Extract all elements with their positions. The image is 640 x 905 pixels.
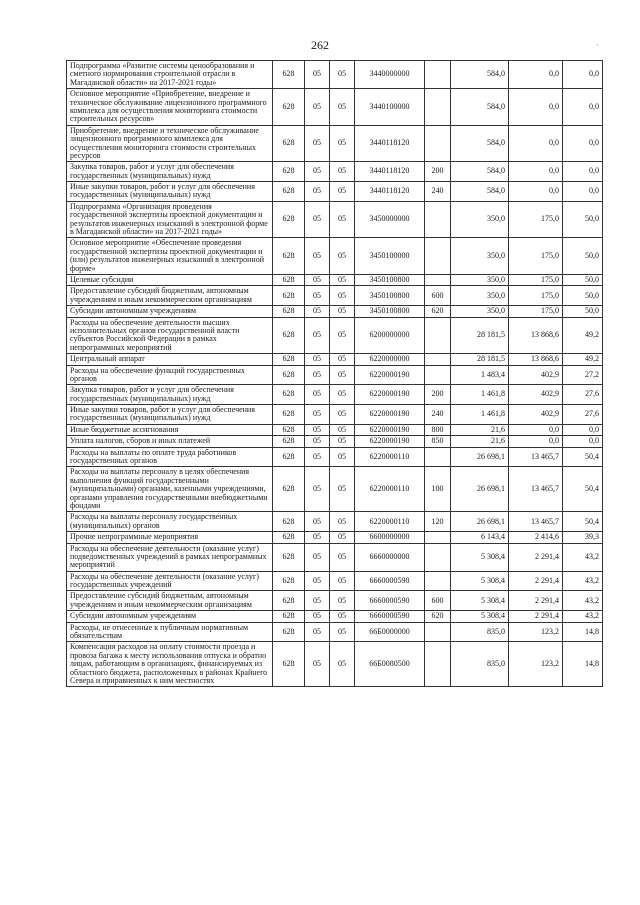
row-target-code: 6600000000 [355, 532, 425, 543]
table-row [67, 436, 603, 447]
row-name: Расходы на выплаты персоналу государственных (муниципальных) органов [67, 512, 273, 532]
row-ved-code: 628 [273, 61, 305, 89]
row-executed-amount: 402,9 [509, 405, 563, 425]
row-section-code: 05 [305, 162, 330, 182]
row-subsection-code: 05 [330, 162, 355, 182]
row-target-code: 66Б0080500 [355, 642, 425, 687]
row-ved-code: 628 [273, 238, 305, 275]
table-row [67, 182, 603, 202]
table-row [67, 532, 603, 543]
table-row [67, 424, 603, 435]
row-ved-code: 628 [273, 89, 305, 126]
row-section-code: 05 [305, 424, 330, 435]
row-approved-amount: 5 308,4 [451, 543, 509, 571]
row-executed-amount: 0,0 [509, 436, 563, 447]
row-name: Расходы на выплаты персоналу в целях обеспечения выполнения функций государственными (муниципальными) органами, казенными учреждениями, органами управления государственными внебюджетными фондами [67, 467, 273, 512]
row-ved-code: 628 [273, 512, 305, 532]
table-row [67, 286, 603, 306]
row-section-code: 05 [305, 571, 330, 591]
row-name: Иные закупки товаров, работ и услуг для обеспечения государственных (муниципальных) нужд [67, 405, 273, 425]
row-subsection-code: 05 [330, 532, 355, 543]
row-name: Субсидии автономным учреждениям [67, 306, 273, 317]
row-section-code: 05 [305, 512, 330, 532]
row-section-code: 05 [305, 591, 330, 611]
row-name: Основное мероприятие «Приобретение, внедрение и техническое обслуживание лицензионного программного комплекса для осуществления мониторинга стоимости строительных ресурсов» [67, 89, 273, 126]
row-subsection-code: 05 [330, 424, 355, 435]
row-ved-code: 628 [273, 591, 305, 611]
row-expense-type-code [425, 447, 451, 467]
row-target-code: 3450100800 [355, 306, 425, 317]
row-target-code: 3440118120 [355, 162, 425, 182]
row-execution-percent: 50,0 [563, 286, 603, 306]
row-expense-type-code [425, 642, 451, 687]
row-expense-type-code [425, 317, 451, 354]
row-section-code: 05 [305, 532, 330, 543]
row-ved-code: 628 [273, 532, 305, 543]
row-approved-amount: 584,0 [451, 182, 509, 202]
row-section-code: 05 [305, 286, 330, 306]
row-executed-amount: 13 465,7 [509, 512, 563, 532]
row-name: Прочие непрограммные мероприятия [67, 532, 273, 543]
table-row [67, 89, 603, 126]
row-approved-amount: 28 181,5 [451, 317, 509, 354]
row-target-code: 6220000000 [355, 354, 425, 365]
row-section-code: 05 [305, 238, 330, 275]
row-executed-amount: 0,0 [509, 125, 563, 162]
budget-table-body [67, 61, 603, 687]
row-ved-code: 628 [273, 543, 305, 571]
row-subsection-code: 05 [330, 365, 355, 385]
row-approved-amount: 350,0 [451, 238, 509, 275]
row-subsection-code: 05 [330, 436, 355, 447]
row-execution-percent: 50,0 [563, 201, 603, 238]
row-subsection-code: 05 [330, 467, 355, 512]
row-executed-amount: 13 868,6 [509, 317, 563, 354]
row-name: Иные бюджетные ассигнования [67, 424, 273, 435]
row-approved-amount: 5 308,4 [451, 611, 509, 622]
row-execution-percent: 0,0 [563, 162, 603, 182]
row-expense-type-code: 620 [425, 306, 451, 317]
row-name: Подпрограмма «Организация проведения государственной экспертизы проектной документации и результатов инженерных изысканий в электронной форме в Магаданской области» на 2017-2021 годы» [67, 201, 273, 238]
row-section-code: 05 [305, 61, 330, 89]
table-row [67, 274, 603, 285]
row-section-code: 05 [305, 354, 330, 365]
table-row [67, 642, 603, 687]
row-section-code: 05 [305, 622, 330, 642]
row-target-code: 3450000000 [355, 201, 425, 238]
row-name: Субсидии автономным учреждениям [67, 611, 273, 622]
row-execution-percent: 27,2 [563, 365, 603, 385]
row-execution-percent: 0,0 [563, 424, 603, 435]
page-number: 262 [311, 38, 329, 52]
row-executed-amount: 13 868,6 [509, 354, 563, 365]
row-subsection-code: 05 [330, 317, 355, 354]
row-approved-amount: 26 698,1 [451, 467, 509, 512]
row-name: Расходы на обеспечение деятельности (оказание услуг) государственных учреждений [67, 571, 273, 591]
table-row [67, 543, 603, 571]
row-subsection-code: 05 [330, 238, 355, 275]
table-row [67, 201, 603, 238]
row-approved-amount: 350,0 [451, 306, 509, 317]
row-subsection-code: 05 [330, 543, 355, 571]
row-name: Расходы, не отнесенные к публичным нормативным обязательствам [67, 622, 273, 642]
row-executed-amount: 2 291,4 [509, 543, 563, 571]
row-subsection-code: 05 [330, 611, 355, 622]
row-section-code: 05 [305, 611, 330, 622]
row-executed-amount: 2 291,4 [509, 611, 563, 622]
row-execution-percent: 27,6 [563, 405, 603, 425]
budget-table [66, 60, 603, 687]
row-expense-type-code [425, 201, 451, 238]
row-target-code: 6220000190 [355, 424, 425, 435]
row-name: Иные закупки товаров, работ и услуг для обеспечения государственных (муниципальных) нужд [67, 182, 273, 202]
row-expense-type-code [425, 532, 451, 543]
row-execution-percent: 43,2 [563, 571, 603, 591]
row-target-code: 6220000190 [355, 436, 425, 447]
row-approved-amount: 21,6 [451, 424, 509, 435]
row-target-code: 6220000190 [355, 365, 425, 385]
row-target-code: 3440118120 [355, 182, 425, 202]
row-expense-type-code [425, 89, 451, 126]
row-execution-percent: 0,0 [563, 61, 603, 89]
row-subsection-code: 05 [330, 286, 355, 306]
row-subsection-code: 05 [330, 405, 355, 425]
row-section-code: 05 [305, 436, 330, 447]
table-row [67, 306, 603, 317]
row-section-code: 05 [305, 182, 330, 202]
row-ved-code: 628 [273, 611, 305, 622]
row-executed-amount: 175,0 [509, 201, 563, 238]
row-target-code: 3440118120 [355, 125, 425, 162]
row-ved-code: 628 [273, 274, 305, 285]
row-ved-code: 628 [273, 385, 305, 405]
table-row [67, 61, 603, 89]
row-approved-amount: 28 181,5 [451, 354, 509, 365]
row-ved-code: 628 [273, 125, 305, 162]
row-ved-code: 628 [273, 182, 305, 202]
row-target-code: 6220000110 [355, 467, 425, 512]
row-execution-percent: 14,8 [563, 622, 603, 642]
row-approved-amount: 6 143,4 [451, 532, 509, 543]
row-executed-amount: 123,2 [509, 642, 563, 687]
table-row [67, 238, 603, 275]
row-section-code: 05 [305, 201, 330, 238]
row-executed-amount: 13 465,7 [509, 447, 563, 467]
row-subsection-code: 05 [330, 125, 355, 162]
row-execution-percent: 0,0 [563, 182, 603, 202]
row-approved-amount: 584,0 [451, 125, 509, 162]
row-target-code: 6220000110 [355, 512, 425, 532]
table-row [67, 611, 603, 622]
row-target-code: 6660000590 [355, 571, 425, 591]
row-name: Предоставление субсидий бюджетным, автономным учреждениям и иным некоммерческим организациям [67, 286, 273, 306]
row-section-code: 05 [305, 405, 330, 425]
row-subsection-code: 05 [330, 61, 355, 89]
margin-mark: · [596, 40, 599, 50]
row-executed-amount: 175,0 [509, 306, 563, 317]
row-target-code: 6660000590 [355, 611, 425, 622]
row-target-code: 3440000000 [355, 61, 425, 89]
row-executed-amount: 123,2 [509, 622, 563, 642]
row-ved-code: 628 [273, 306, 305, 317]
row-expense-type-code: 240 [425, 405, 451, 425]
row-ved-code: 628 [273, 436, 305, 447]
row-ved-code: 628 [273, 622, 305, 642]
row-execution-percent: 50,4 [563, 467, 603, 512]
row-execution-percent: 43,2 [563, 591, 603, 611]
row-approved-amount: 584,0 [451, 162, 509, 182]
row-executed-amount: 402,9 [509, 385, 563, 405]
row-subsection-code: 05 [330, 447, 355, 467]
row-executed-amount: 2 414,6 [509, 532, 563, 543]
row-executed-amount: 0,0 [509, 61, 563, 89]
row-subsection-code: 05 [330, 571, 355, 591]
row-executed-amount: 0,0 [509, 182, 563, 202]
row-ved-code: 628 [273, 405, 305, 425]
row-approved-amount: 350,0 [451, 274, 509, 285]
row-expense-type-code [425, 571, 451, 591]
row-expense-type-code: 850 [425, 436, 451, 447]
row-name: Целевые субсидии [67, 274, 273, 285]
row-approved-amount: 5 308,4 [451, 571, 509, 591]
row-name: Расходы на обеспечение деятельности (оказание услуг) подведомственных учреждений в рамках непрограммных мероприятий [67, 543, 273, 571]
row-approved-amount: 835,0 [451, 642, 509, 687]
row-ved-code: 628 [273, 354, 305, 365]
row-execution-percent: 0,0 [563, 89, 603, 126]
row-execution-percent: 50,4 [563, 447, 603, 467]
row-name: Приобретение, внедрение и техническое обслуживание лицензионного программного комплекса для осуществления мониторинга стоимости строительных ресурсов [67, 125, 273, 162]
row-expense-type-code: 120 [425, 512, 451, 532]
row-approved-amount: 584,0 [451, 61, 509, 89]
row-approved-amount: 26 698,1 [451, 447, 509, 467]
table-row [67, 317, 603, 354]
row-target-code: 6220000190 [355, 385, 425, 405]
row-expense-type-code [425, 622, 451, 642]
row-section-code: 05 [305, 447, 330, 467]
row-target-code: 66Б0000000 [355, 622, 425, 642]
row-section-code: 05 [305, 543, 330, 571]
row-target-code: 3450100800 [355, 286, 425, 306]
row-ved-code: 628 [273, 365, 305, 385]
row-expense-type-code [425, 238, 451, 275]
row-expense-type-code: 200 [425, 162, 451, 182]
row-expense-type-code: 600 [425, 591, 451, 611]
row-target-code: 6220000110 [355, 447, 425, 467]
table-row [67, 365, 603, 385]
row-subsection-code: 05 [330, 306, 355, 317]
row-ved-code: 628 [273, 317, 305, 354]
row-ved-code: 628 [273, 286, 305, 306]
row-section-code: 05 [305, 125, 330, 162]
row-execution-percent: 39,3 [563, 532, 603, 543]
table-row [67, 162, 603, 182]
row-ved-code: 628 [273, 424, 305, 435]
row-expense-type-code: 600 [425, 286, 451, 306]
row-section-code: 05 [305, 642, 330, 687]
table-row [67, 512, 603, 532]
row-name: Расходы на обеспечение функций государственных органов [67, 365, 273, 385]
row-executed-amount: 0,0 [509, 89, 563, 126]
row-name: Закупка товаров, работ и услуг для обеспечения государственных (муниципальных) нужд [67, 385, 273, 405]
row-ved-code: 628 [273, 447, 305, 467]
row-section-code: 05 [305, 89, 330, 126]
row-section-code: 05 [305, 467, 330, 512]
row-executed-amount: 0,0 [509, 162, 563, 182]
row-executed-amount: 2 291,4 [509, 591, 563, 611]
row-execution-percent: 49,2 [563, 317, 603, 354]
row-ved-code: 628 [273, 467, 305, 512]
row-target-code: 6660000000 [355, 543, 425, 571]
row-expense-type-code [425, 61, 451, 89]
row-approved-amount: 584,0 [451, 89, 509, 126]
row-execution-percent: 0,0 [563, 436, 603, 447]
table-row [67, 622, 603, 642]
row-name: Расходы на обеспечение деятельности высших исполнительных органов государственной власти субъектов Российской Федерации в рамках непрограммных мероприятий [67, 317, 273, 354]
row-execution-percent: 43,2 [563, 543, 603, 571]
row-subsection-code: 05 [330, 182, 355, 202]
row-execution-percent: 27,6 [563, 385, 603, 405]
row-execution-percent: 50,0 [563, 238, 603, 275]
row-subsection-code: 05 [330, 385, 355, 405]
row-section-code: 05 [305, 385, 330, 405]
row-subsection-code: 05 [330, 642, 355, 687]
row-execution-percent: 50,0 [563, 274, 603, 285]
row-approved-amount: 5 308,4 [451, 591, 509, 611]
row-executed-amount: 175,0 [509, 274, 563, 285]
row-ved-code: 628 [273, 162, 305, 182]
row-subsection-code: 05 [330, 354, 355, 365]
table-row [67, 354, 603, 365]
row-executed-amount: 13 465,7 [509, 467, 563, 512]
row-subsection-code: 05 [330, 622, 355, 642]
row-execution-percent: 49,2 [563, 354, 603, 365]
row-name: Компенсация расходов на оплату стоимости проезда и провоза багажа к месту использования отпуска и обратно лицам, работающим в организациях, финансируемых из областного бюджета, расположенных в районах Крайнего Севера и приравненных к ним местностях [67, 642, 273, 687]
row-ved-code: 628 [273, 571, 305, 591]
row-section-code: 05 [305, 317, 330, 354]
row-subsection-code: 05 [330, 512, 355, 532]
table-row [67, 467, 603, 512]
row-ved-code: 628 [273, 642, 305, 687]
row-expense-type-code [425, 125, 451, 162]
row-subsection-code: 05 [330, 591, 355, 611]
row-execution-percent: 50,0 [563, 306, 603, 317]
row-target-code: 6200000000 [355, 317, 425, 354]
row-target-code: 3450100800 [355, 274, 425, 285]
row-executed-amount: 2 291,4 [509, 571, 563, 591]
row-executed-amount: 175,0 [509, 238, 563, 275]
row-target-code: 6660000590 [355, 591, 425, 611]
row-name: Расходы на выплаты по оплате труда работников государственных органов [67, 447, 273, 467]
row-name: Уплата налогов, сборов и иных платежей [67, 436, 273, 447]
row-expense-type-code: 240 [425, 182, 451, 202]
row-section-code: 05 [305, 274, 330, 285]
row-expense-type-code [425, 274, 451, 285]
row-name: Подпрограмма «Развитие системы ценообразования и сметного нормирования строительной отрасли в Магаданской области» на 2017-2021 годы» [67, 61, 273, 89]
table-row [67, 591, 603, 611]
row-expense-type-code: 620 [425, 611, 451, 622]
row-approved-amount: 1 483,4 [451, 365, 509, 385]
row-name: Закупка товаров, работ и услуг для обеспечения государственных (муниципальных) нужд [67, 162, 273, 182]
table-row [67, 447, 603, 467]
row-approved-amount: 21,6 [451, 436, 509, 447]
row-name: Предоставление субсидий бюджетным, автономным учреждениям и иным некоммерческим организациям [67, 591, 273, 611]
row-execution-percent: 0,0 [563, 125, 603, 162]
row-approved-amount: 1 461,8 [451, 385, 509, 405]
table-row [67, 571, 603, 591]
row-execution-percent: 43,2 [563, 611, 603, 622]
row-approved-amount: 1 461,8 [451, 405, 509, 425]
row-ved-code: 628 [273, 201, 305, 238]
row-subsection-code: 05 [330, 201, 355, 238]
row-section-code: 05 [305, 365, 330, 385]
row-subsection-code: 05 [330, 274, 355, 285]
table-row [67, 125, 603, 162]
row-approved-amount: 835,0 [451, 622, 509, 642]
table-row [67, 385, 603, 405]
row-subsection-code: 05 [330, 89, 355, 126]
row-section-code: 05 [305, 306, 330, 317]
row-executed-amount: 0,0 [509, 424, 563, 435]
row-approved-amount: 350,0 [451, 201, 509, 238]
row-target-code: 3450100000 [355, 238, 425, 275]
row-executed-amount: 402,9 [509, 365, 563, 385]
row-approved-amount: 26 698,1 [451, 512, 509, 532]
row-target-code: 6220000190 [355, 405, 425, 425]
row-expense-type-code: 100 [425, 467, 451, 512]
row-expense-type-code [425, 543, 451, 571]
row-execution-percent: 50,4 [563, 512, 603, 532]
row-execution-percent: 14,8 [563, 642, 603, 687]
row-name: Центральный аппарат [67, 354, 273, 365]
row-name: Основное мероприятие «Обеспечение проведения государственной экспертизы проектной документации и (или) результатов инженерных изысканий в электронной форме» [67, 238, 273, 275]
table-row [67, 405, 603, 425]
row-expense-type-code: 200 [425, 385, 451, 405]
row-approved-amount: 350,0 [451, 286, 509, 306]
row-expense-type-code [425, 354, 451, 365]
row-target-code: 3440100000 [355, 89, 425, 126]
row-expense-type-code: 800 [425, 424, 451, 435]
row-expense-type-code [425, 365, 451, 385]
row-executed-amount: 175,0 [509, 286, 563, 306]
